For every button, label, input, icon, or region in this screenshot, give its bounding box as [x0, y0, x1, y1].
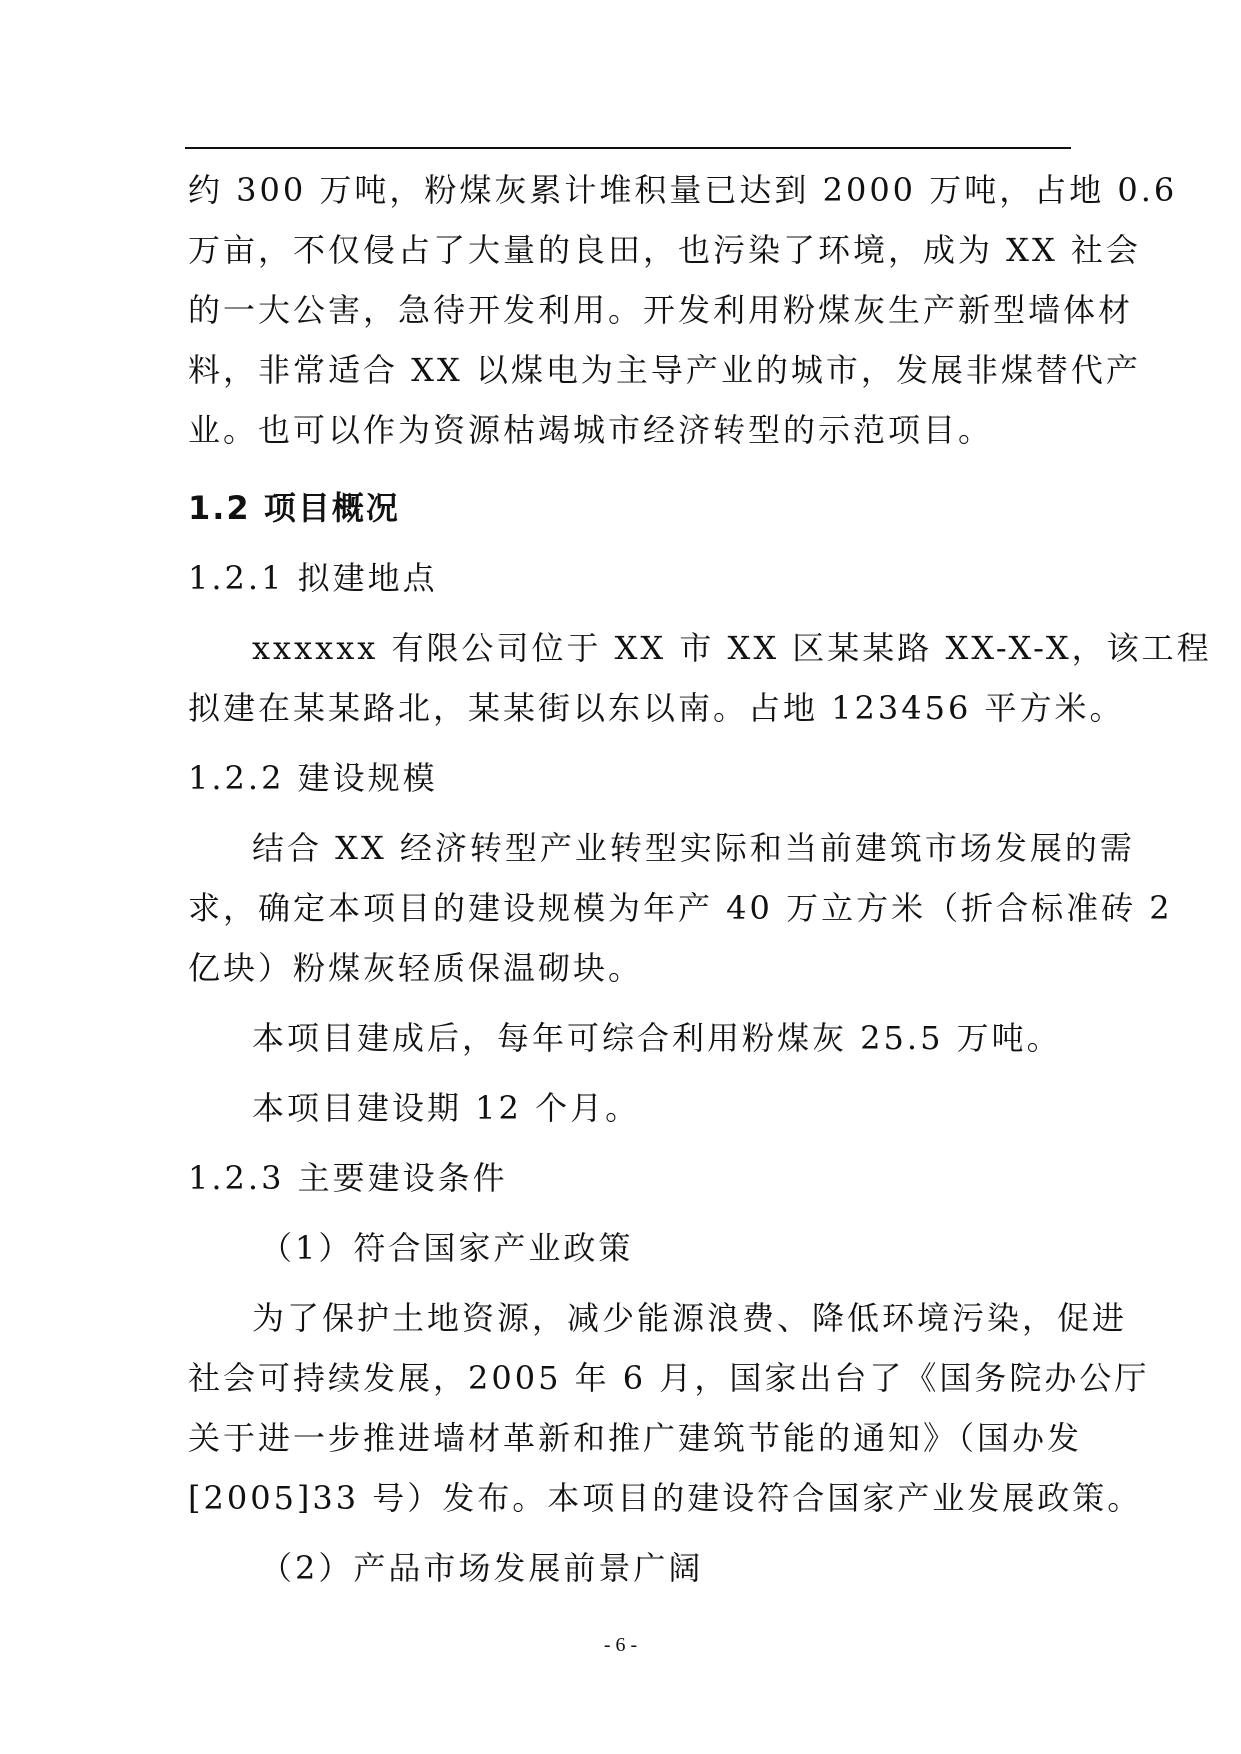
- paragraph-line: 关于进一步推进墙材革新和推广建筑节能的通知》（国办发: [188, 1419, 1083, 1457]
- item-title: （2）产品市场发展前景广阔: [260, 1549, 704, 1587]
- paragraph-line: 本项目建设期 12 个月。: [252, 1089, 641, 1127]
- paragraph-line: 业。也可以作为资源枯竭城市经济转型的示范项目。: [188, 411, 994, 449]
- paragraph-line: 求，确定本项目的建设规模为年产 40 万立方米（折合标准砖 2: [188, 889, 1173, 927]
- paragraph-line: 的一大公害，急待开发利用。开发利用粉煤灰生产新型墙体材: [188, 291, 1134, 329]
- section-heading: 1.2 项目概况: [188, 489, 400, 527]
- scale-paragraph: [188, 818, 1173, 998]
- paragraph-line: xxxxxx 有限公司位于 XX 市 XX 区某某路 XX-X-X，该工程: [252, 629, 1212, 667]
- paragraph-line: [2005]33 号）发布。本项目的建设符合国家产业发展政策。: [188, 1479, 1143, 1517]
- paragraph-line: 社会可持续发展，2005 年 6 月，国家出台了《国务院办公厅: [188, 1359, 1150, 1397]
- paragraph-line: 亿块）粉煤灰轻质保温砌块。: [188, 949, 644, 987]
- paragraph-line: 本项目建成后，每年可综合利用粉煤灰 25.5 万吨。: [252, 1019, 1062, 1057]
- site-paragraph: [188, 618, 1212, 738]
- page-number: - 6 -: [603, 1634, 638, 1656]
- subsection-title: 1.2.3 主要建设条件: [188, 1159, 508, 1197]
- item-title: （1）符合国家产业政策: [260, 1229, 634, 1267]
- paragraph-line: 结合 XX 经济转型产业转型实际和当前建筑市场发展的需: [252, 829, 1135, 867]
- paragraph-line: 万亩，不仅侵占了大量的良田，也污染了环境，成为 XX 社会: [188, 231, 1141, 269]
- header-rule: [185, 147, 1071, 149]
- subsection-title: 1.2.1 拟建地点: [188, 559, 438, 597]
- document-body: [188, 160, 1212, 1598]
- policy-paragraph: [188, 1288, 1150, 1528]
- subsection-title: 1.2.2 建设规模: [188, 759, 438, 797]
- paragraph-line: 料，非常适合 XX 以煤电为主导产业的城市，发展非煤替代产: [188, 351, 1141, 389]
- paragraph-line: 约 300 万吨，粉煤灰累计堆积量已达到 2000 万吨，占地 0.6: [188, 171, 1178, 209]
- paragraph-line: 拟建在某某路北，某某街以东以南。占地 123456 平方米。: [188, 689, 1125, 727]
- intro-paragraph: [188, 160, 1178, 460]
- paragraph-line: 为了保护土地资源，减少能源浪费、降低环境污染，促进: [252, 1299, 1128, 1337]
